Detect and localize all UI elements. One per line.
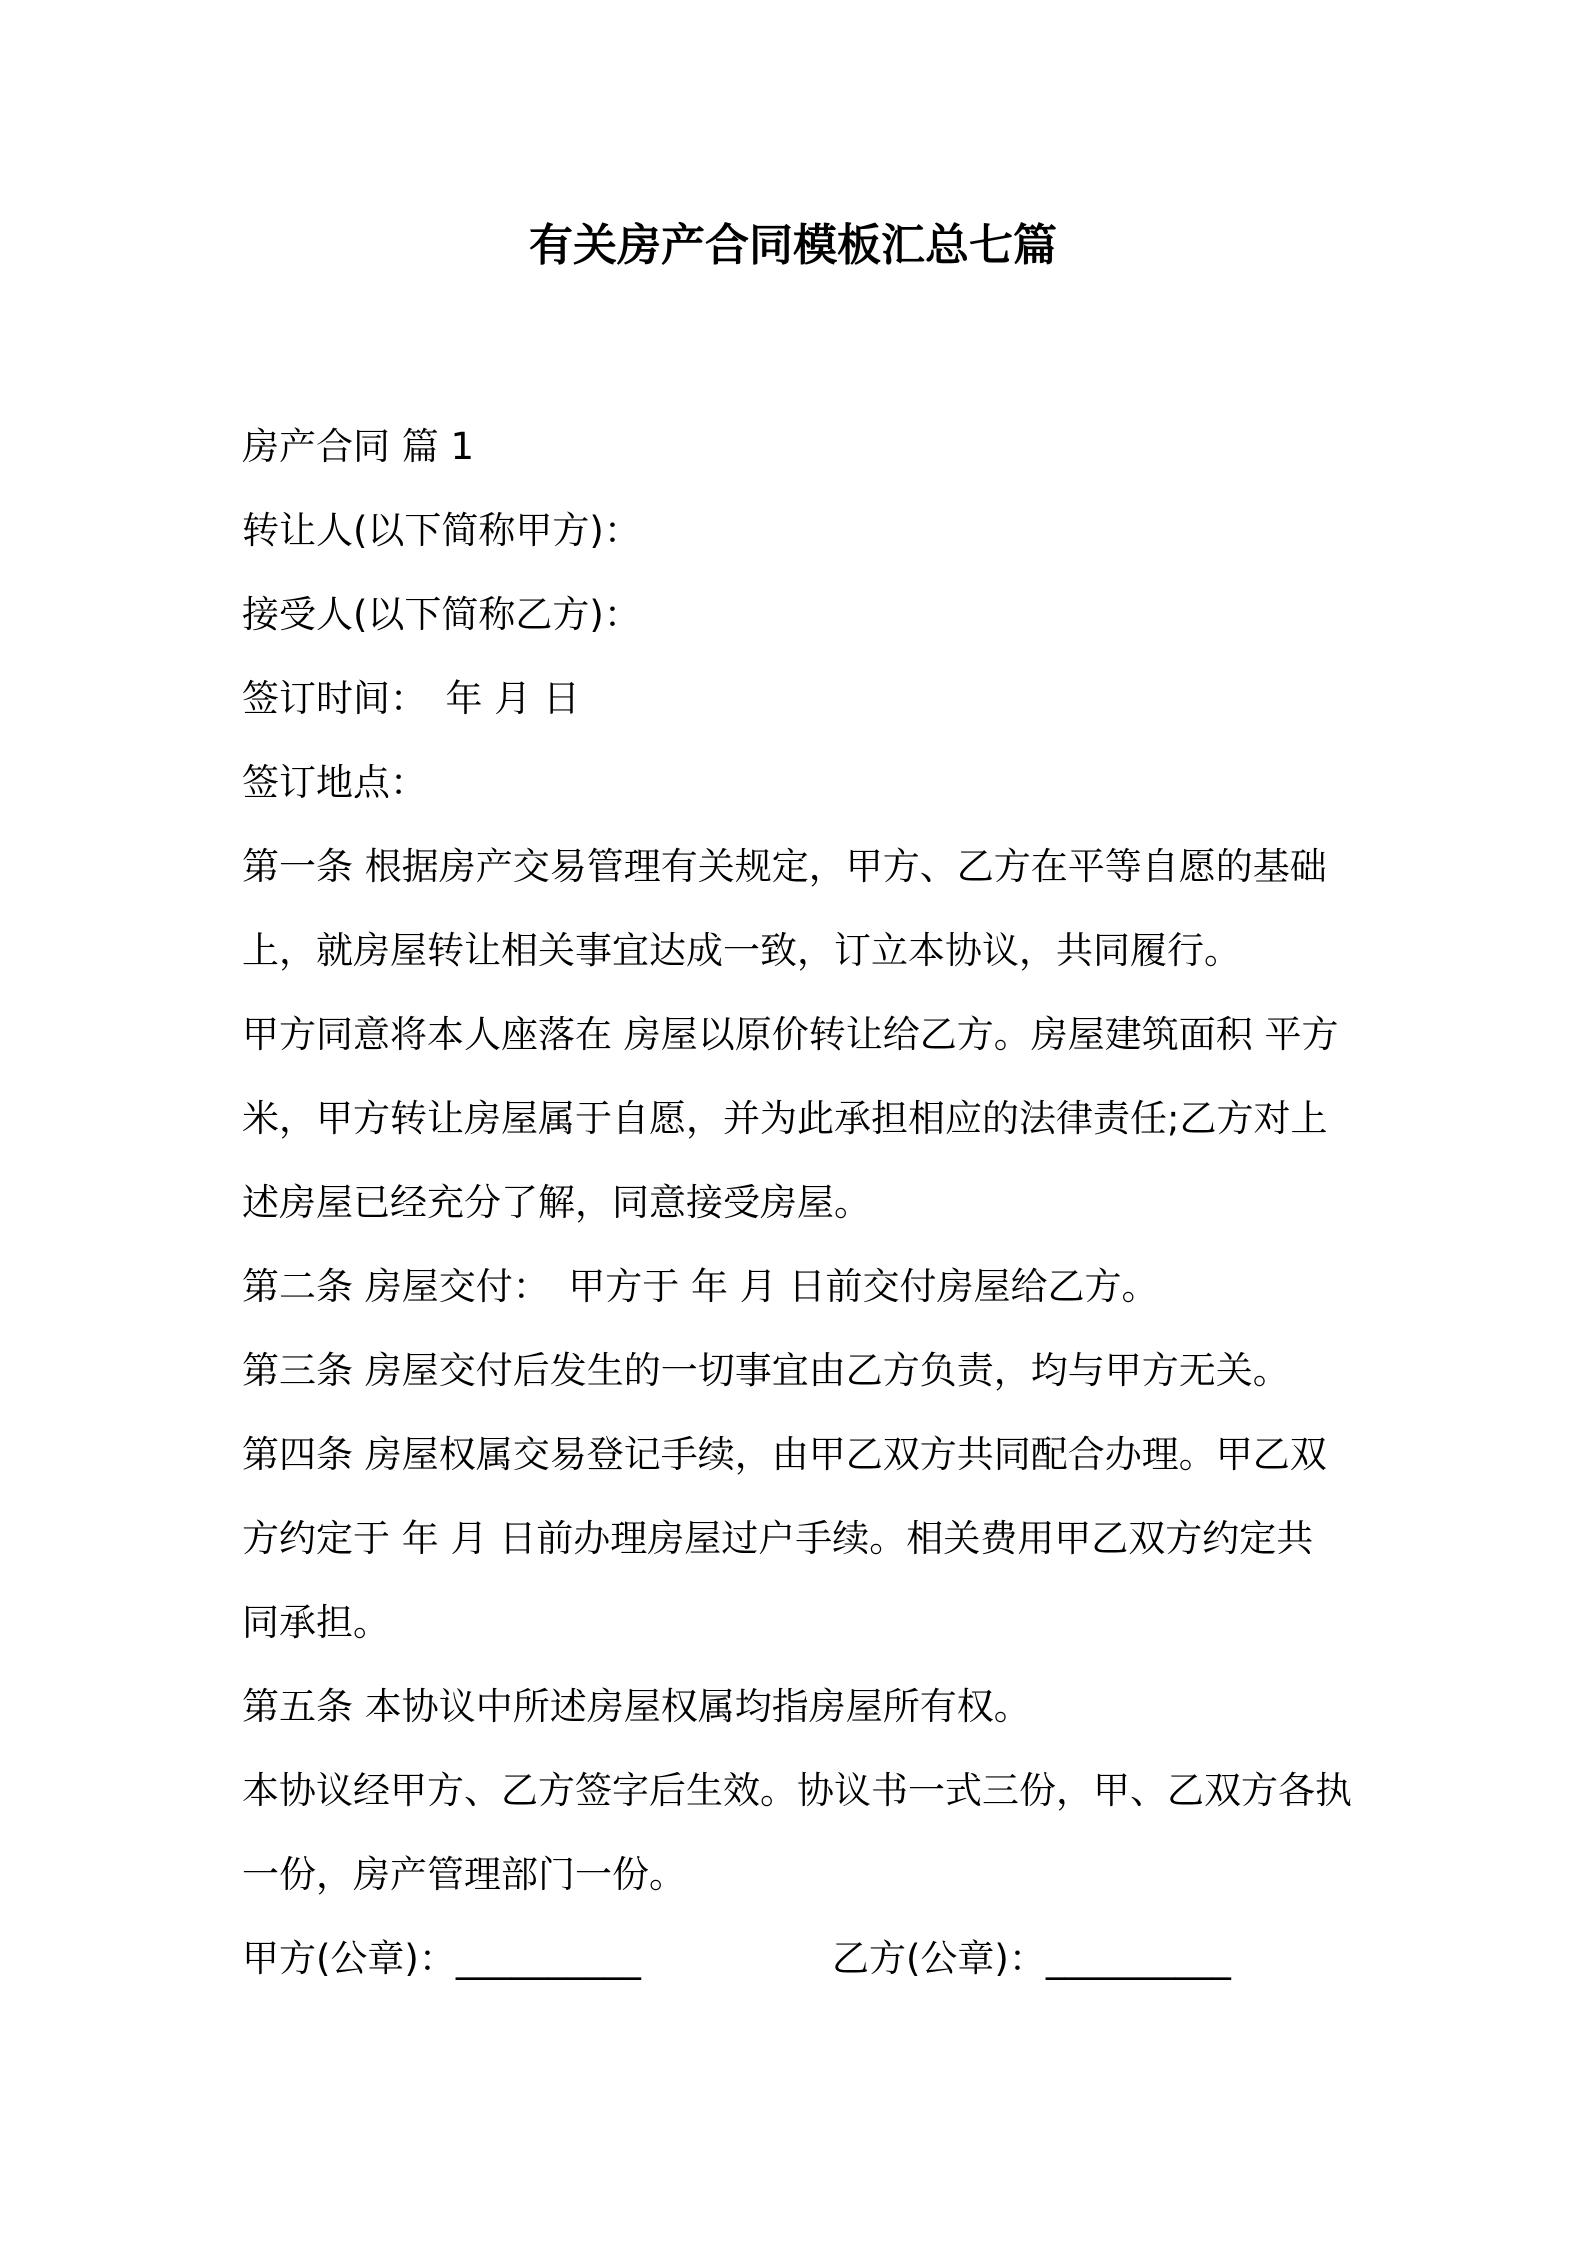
party-b-seal-line: 乙方(公章)：__________ — [832, 1937, 1231, 1980]
signing-place-line: 签订地点： — [242, 761, 427, 804]
paragraph-line: 上，就房屋转让相关事宜达成一致，订立本协议，共同履行。 — [242, 929, 1241, 972]
paragraph-line: 第一条 根据房产交易管理有关规定，甲方、乙方在平等自愿的基础 — [242, 845, 1327, 888]
paragraph-line: 第五条 本协议中所述房屋权属均指房屋所有权。 — [242, 1685, 1031, 1728]
document-body — [242, 405, 1362, 2001]
paragraph-line: 米，甲方转让房屋属于自愿，并为此承担相应的法律责任;乙方对上 — [242, 1097, 1328, 1140]
paragraph-line: 本协议经甲方、乙方签字后生效。协议书一式三份，甲、乙双方各执 — [242, 1769, 1352, 1812]
paragraph-line: 同承担。 — [242, 1601, 390, 1644]
party-a-seal-line: 甲方(公章)：__________ — [242, 1937, 641, 1980]
section-heading: 房产合同 篇 1 — [242, 425, 475, 468]
signing-date-line: 签订时间： 年 月 日 — [242, 677, 581, 720]
transferor-line: 转让人(以下简称甲方)： — [242, 509, 641, 552]
paragraph-line: 一份，房产管理部门一份。 — [242, 1853, 686, 1896]
paragraph-line: 第四条 房屋权属交易登记手续，由甲乙双方共同配合办理。甲乙双 — [242, 1433, 1327, 1476]
signature-row — [242, 1917, 1362, 2001]
paragraph-line: 甲方同意将本人座落在 房屋以原价转让给乙方。房屋建筑面积 平方 — [242, 1013, 1339, 1056]
paragraph-line: 方约定于 年 月 日前办理房屋过户手续。相关费用甲乙双方约定共 — [242, 1517, 1314, 1560]
paragraph-line: 第二条 房屋交付： 甲方于 年 月 日前交付房屋给乙方。 — [242, 1265, 1159, 1308]
paragraph-line: 第三条 房屋交付后发生的一切事宜由乙方负责，均与甲方无关。 — [242, 1349, 1290, 1392]
transferee-line: 接受人(以下简称乙方)： — [242, 593, 641, 636]
document-title: 有关房产合同模板汇总七篇 — [529, 220, 1057, 271]
paragraph-line: 述房屋已经充分了解，同意接受房屋。 — [242, 1181, 871, 1224]
